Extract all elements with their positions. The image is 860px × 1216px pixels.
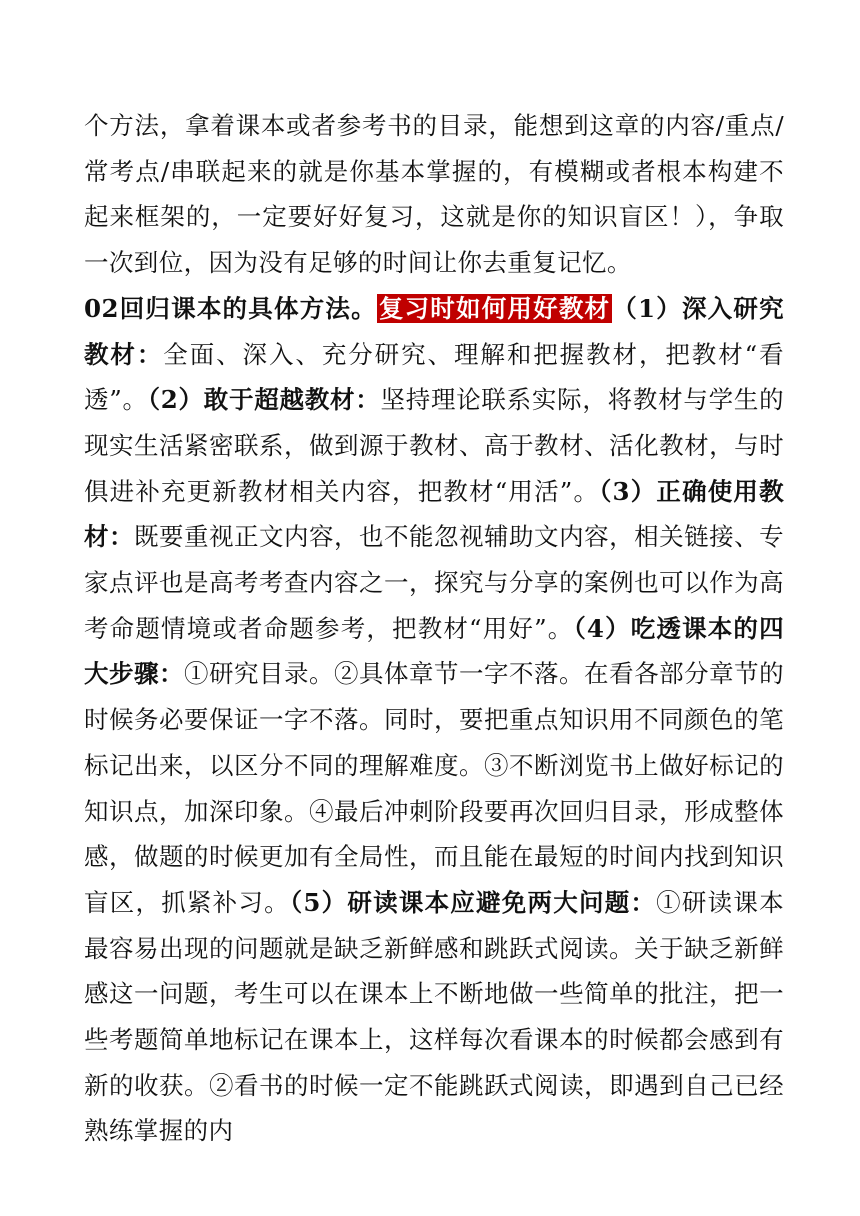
step-2-text: 坚持理论联系实际，将教材与学生的现实生活紧密联系，做到源于教材、高于教材、活化教材，与时俱进补充更新教材相关内容，把教材“用活”。 (84, 385, 784, 506)
step-5-label: （5）研读课本应避免两大问题： (289, 887, 657, 917)
step-5-text: ①研读课本最容易出现的问题就是缺乏新鲜感和跳跃式阅读。关于缺乏新鲜感这一问题，考生可以在课本上不断地做一些简单的批注，把一些考题简单地标记在课本上，这样每次看课本的时候都会感到有新的收获。②看书的时候一定不能跳跃式阅读，即遇到自己已经熟练掌握的内 (84, 887, 785, 1146)
step-4-label: （4）吃透课本的四大步骤： (84, 613, 784, 689)
highlighted-title: 复习时如何用好教材 (378, 293, 611, 323)
step-3-label: （3）正确使用教材： (84, 476, 784, 552)
paragraph-methods (84, 286, 784, 1154)
body-text (84, 103, 784, 1154)
paragraph-intro: 个方法，拿着课本或者参考书的目录，能想到这章的内容/重点/常考点/串联起来的就是你基本掌握的，有模糊或者根本构建不起来框架的，一定要好好复习，这就是你的知识盲区！），争取一次到位，因为没有足够的时间让你去重复记忆。 (84, 111, 784, 278)
step-3-text: 既要重视正文内容，也不能忽视辅助文内容，相关链接、专家点评也是高考考查内容之一，探究与分享的案例也可以作为高考命题情境或者命题参考，把教材“用好”。 (84, 522, 784, 643)
step-4-text: ①研究目录。②具体章节一字不落。在看各部分章节的时候务必要保证一字不落。同时，要把重点知识用不同颜色的笔标记出来，以区分不同的理解难度。③不断浏览书上做好标记的知识点，加深印象。④最后冲刺阶段要再次回归目录，形成整体感，做题的时候更加有全局性，而且能在最短的时间内找到知识盲区，抓紧补习。 (84, 659, 784, 917)
step-1-label: （1）深入研究教材： (84, 293, 784, 369)
section-heading: 02回归课本的具体方法。 (84, 293, 377, 323)
step-2-label: （2）敢于超越教材： (147, 385, 381, 415)
step-1-text: 全面、深入、充分研究、理解和把握教材，把教材“看透”。 (84, 339, 784, 415)
